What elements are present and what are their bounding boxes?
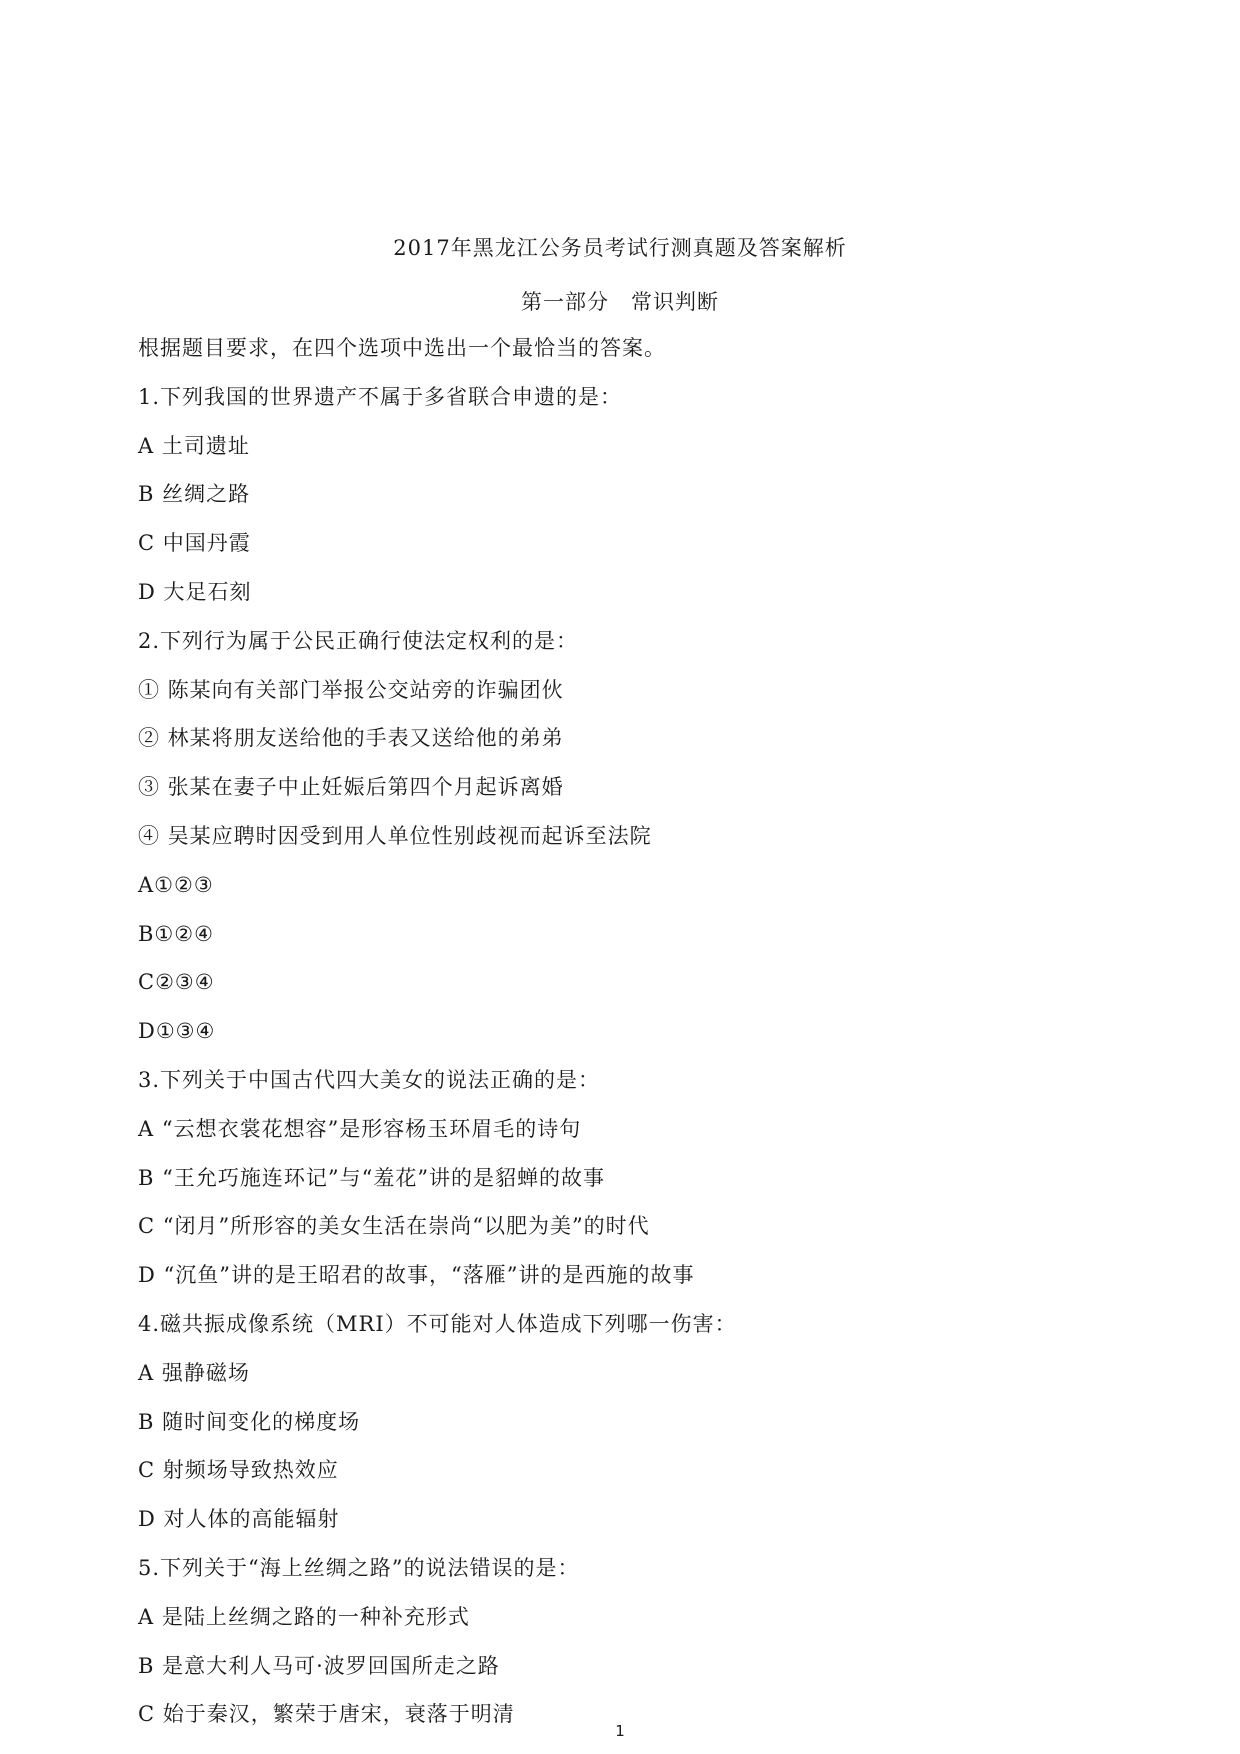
document-body [138, 334, 1138, 1749]
text-line: 3.下列关于中国古代四大美女的说法正确的是： [138, 1067, 601, 1092]
text-line: A 是陆上丝绸之路的一种补充形式 [138, 1604, 470, 1629]
text-line: ③ 张某在妻子中止妊娠后第四个月起诉离婚 [138, 775, 564, 800]
text-line: 5.下列关于“海上丝绸之路”的说法错误的是： [138, 1555, 580, 1580]
text-line: B 随时间变化的梯度场 [138, 1409, 361, 1434]
text-line: C 中国丹霞 [138, 531, 251, 556]
text-line: D①③④ [138, 1019, 216, 1044]
section-heading: 第一部分 常识判断 [521, 290, 719, 314]
text-line: ④ 吴某应聘时因受到用人单位性别歧视而起诉至法院 [138, 823, 652, 848]
text-line: D “沉鱼”讲的是王昭君的故事，“落雁”讲的是西施的故事 [138, 1263, 695, 1288]
text-line: B “王允巧施连环记”与“羞花”讲的是貂蝉的故事 [138, 1165, 606, 1190]
text-line: B 丝绸之路 [138, 482, 251, 507]
text-line: 4.磁共振成像系统（MRI）不可能对人体造成下列哪一伤害： [138, 1311, 737, 1336]
text-line: A “云想衣裳花想容”是形容杨玉环眉毛的诗句 [138, 1116, 582, 1141]
text-line: A 强静磁场 [138, 1360, 250, 1385]
text-line: D 大足石刻 [138, 579, 252, 604]
text-line: ① 陈某向有关部门举报公交站旁的诈骗团伙 [138, 677, 564, 702]
page-number: 1 [615, 1722, 625, 1740]
text-line: C 射频场导致热效应 [138, 1458, 339, 1483]
document-title: 2017年黑龙江公务员考试行测真题及答案解析 [393, 236, 847, 260]
text-line: C②③④ [138, 970, 215, 995]
text-line: 2.下列行为属于公民正确行使法定权利的是： [138, 628, 579, 653]
text-line: D 对人体的高能辐射 [138, 1507, 340, 1532]
text-line: 1.下列我国的世界遗产不属于多省联合申遗的是： [138, 384, 623, 409]
text-line: B 是意大利人马可·波罗回国所走之路 [138, 1653, 500, 1678]
text-line: 根据题目要求，在四个选项中选出一个最恰当的答案。 [138, 336, 666, 360]
text-line: B①②④ [138, 921, 214, 946]
text-line: A①②③ [138, 872, 214, 897]
text-line: A 土司遗址 [138, 433, 250, 458]
text-line: C “闭月”所形容的美女生活在崇尚“以肥为美”的时代 [138, 1214, 650, 1239]
text-line: ② 林某将朋友送给他的手表又送给他的弟弟 [138, 726, 564, 751]
text-line: C 始于秦汉，繁荣于唐宋，衰落于明清 [138, 1702, 515, 1727]
